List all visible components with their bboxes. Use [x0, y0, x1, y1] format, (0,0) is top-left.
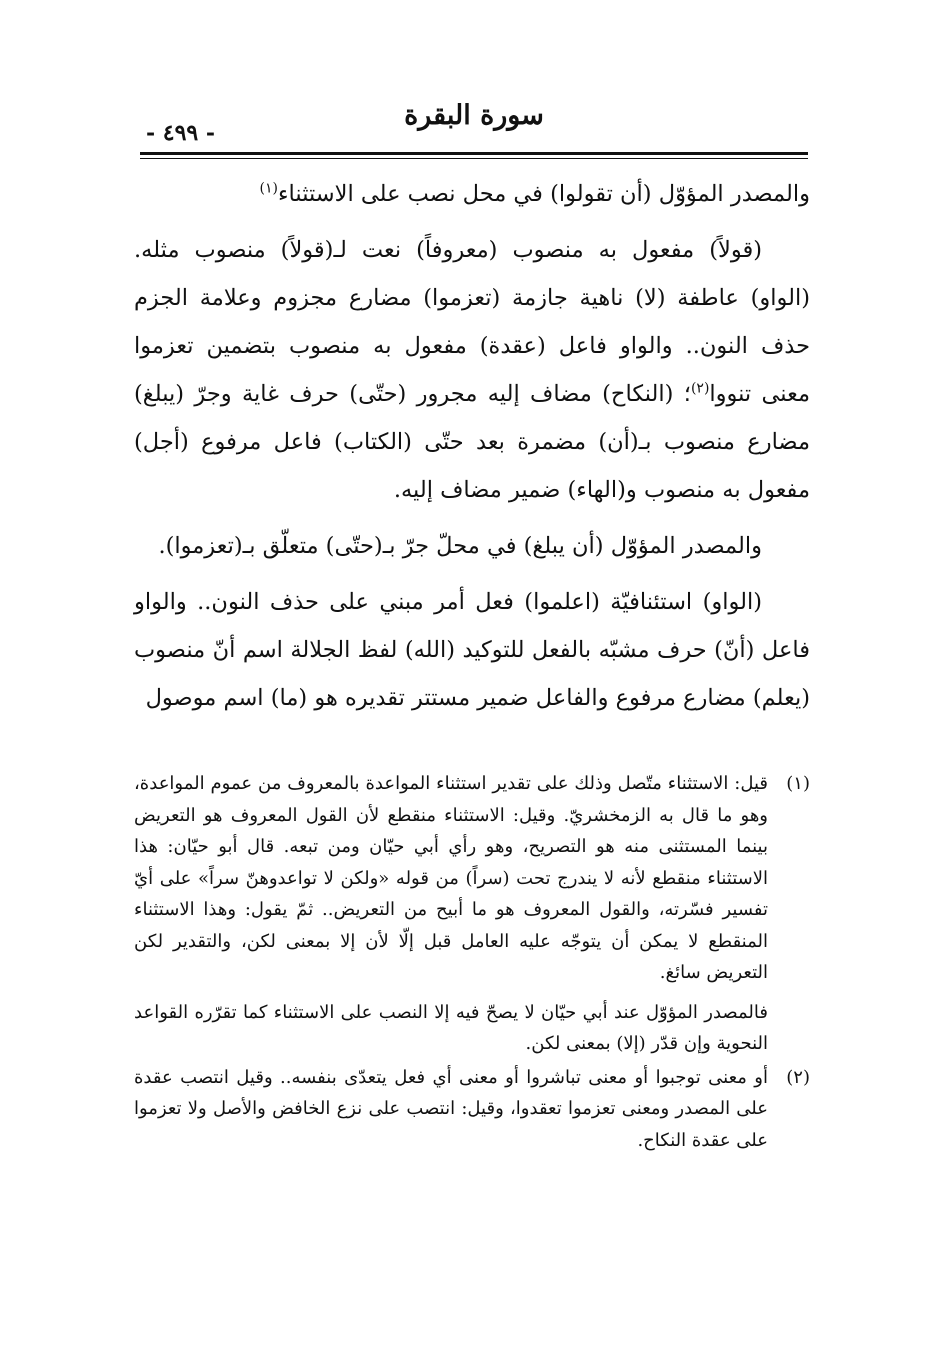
text-line: معنى تنووا [709, 381, 811, 407]
footnotes [134, 768, 810, 1156]
paragraph [134, 170, 810, 218]
text-line: (يعلم) مضارع مرفوع والفاعل ضمير مستتر تقديره هو (ما) اسم موصول [145, 685, 810, 711]
footnote-marker: (٢) [690, 380, 710, 397]
footnote-marker: (١) [259, 180, 278, 197]
footnote-body [134, 768, 768, 989]
text-line: (قولاً) مفعول به منصوب (معروفاً) نعت لـ(قولاً) منصوب مثله. [134, 237, 762, 263]
text-line: حذف النون.. والواو فاعل (عقدة) مفعول به منصوب بتضمين تعزموا [134, 333, 810, 359]
footnote-line: أو معنى توجبوا أو معنى تباشروا أو معنى أي فعل يتعدّى بنفسه.. وقيل انتصب [180, 1066, 768, 1088]
text-line: (يبلغ) مضارع منصوب بـ(أن) مضمرة بعد حتّى (الكتاب) فاعل مرفوع [134, 381, 810, 455]
text-line: (أجل) مفعول به منصوب و(الهاء) ضمير مضاف إليه. [134, 429, 810, 503]
footnote-line: المعروف هو التعريض بينما المستثنى منه هو التصريح، وهو رأي أبي حيّان ومن [134, 804, 768, 857]
text-line: (الواو) استئنافيّة (اعلموا) فعل أمر مبني على حذف النون.. والواو [134, 589, 762, 615]
footnote-text [134, 768, 768, 989]
text-line: فاعل (أنّ) حرف مشبّه بالفعل للتوكيد (الله) لفظ الجلالة اسم أنّ منصوب [134, 637, 810, 663]
footnote [134, 1062, 810, 1157]
text-line: بـ(تعزموا). [158, 533, 256, 559]
footnote-line: «ولكن لا تواعدوهنّ سراً» على أيّ تفسير فسّرته، والقول المعروف هو ما أبيح [134, 867, 768, 920]
footnote-line: من التعريض.. ثمّ يقول: وهذا الاستثناء المنقطع لا يمكن أن يتوجّه عليه [134, 899, 768, 952]
footnote-line: قيل: الاستثناء متّصل وذلك على تقدير استثناء المواعدة بالمعروف من عموم [210, 773, 768, 794]
footnote-line: عقدة على المصدر ومعنى تعزموا تعقدوا، وقيل: انتصب على نزع الخافض [134, 1066, 769, 1119]
footnote-line: القواعد النحوية وإن قدّر (إلا) بمعنى لكن. [134, 1001, 768, 1054]
footnote [134, 768, 810, 989]
footnote-line: والأصل ولا تعزموا على عقدة النكاح. [134, 1098, 768, 1151]
footnote-line: فالمصدر المؤوّل عند أبي حيّان لا يصحّ فيه إلا النصب على الاستثناء كما تقرّره [194, 1001, 768, 1023]
footnote-line: المواعدة، وهو ما قال به الزمخشريّ. وقيل: الاستثناء منقطع لأن القول [134, 773, 768, 826]
footnote-text [134, 1062, 768, 1157]
footnote-number: (٢) [786, 1066, 810, 1088]
footnote-line: تبعه. قال أبو حيّان: هذا الاستثناء منقطع لأنه لا يندرج تحت (سراً) من قوله [134, 836, 768, 889]
text-line: والمصدر المؤوّل (أن تقولوا) في محل نصب على الاستثناء [277, 181, 810, 207]
header-rule-thin [140, 158, 808, 159]
page-header [140, 96, 808, 156]
paragraph [134, 522, 810, 570]
text-line-continuation: ؛ (النكاح) مضاف إليه مجرور (حتّى) حرف غاية وجرّ [194, 381, 691, 407]
main-text [134, 170, 810, 722]
footnote-continuation [134, 997, 810, 1060]
footnote-line: العامل قبل إلّا لأن إلا بمعنى لكن، والتقدير لكن التعريض سائغ. [134, 930, 768, 983]
page-number: - ٤٩٩ - [146, 120, 216, 146]
footnote-body [134, 1062, 768, 1157]
text-line: (الواو) عاطفة (لا) ناهية جازمة (تعزموا) مضارع مجزوم وعلامة الجزم [134, 285, 810, 311]
page-title: سورة البقرة [404, 100, 544, 131]
paragraph [134, 226, 810, 514]
footnote-number: (١) [786, 773, 810, 794]
paragraph [134, 578, 810, 722]
header-rule-thick [140, 152, 808, 155]
text-line: والمصدر المؤوّل (أن يبلغ) في محلّ جرّ بـ(حتّى) متعلّق [262, 533, 762, 559]
